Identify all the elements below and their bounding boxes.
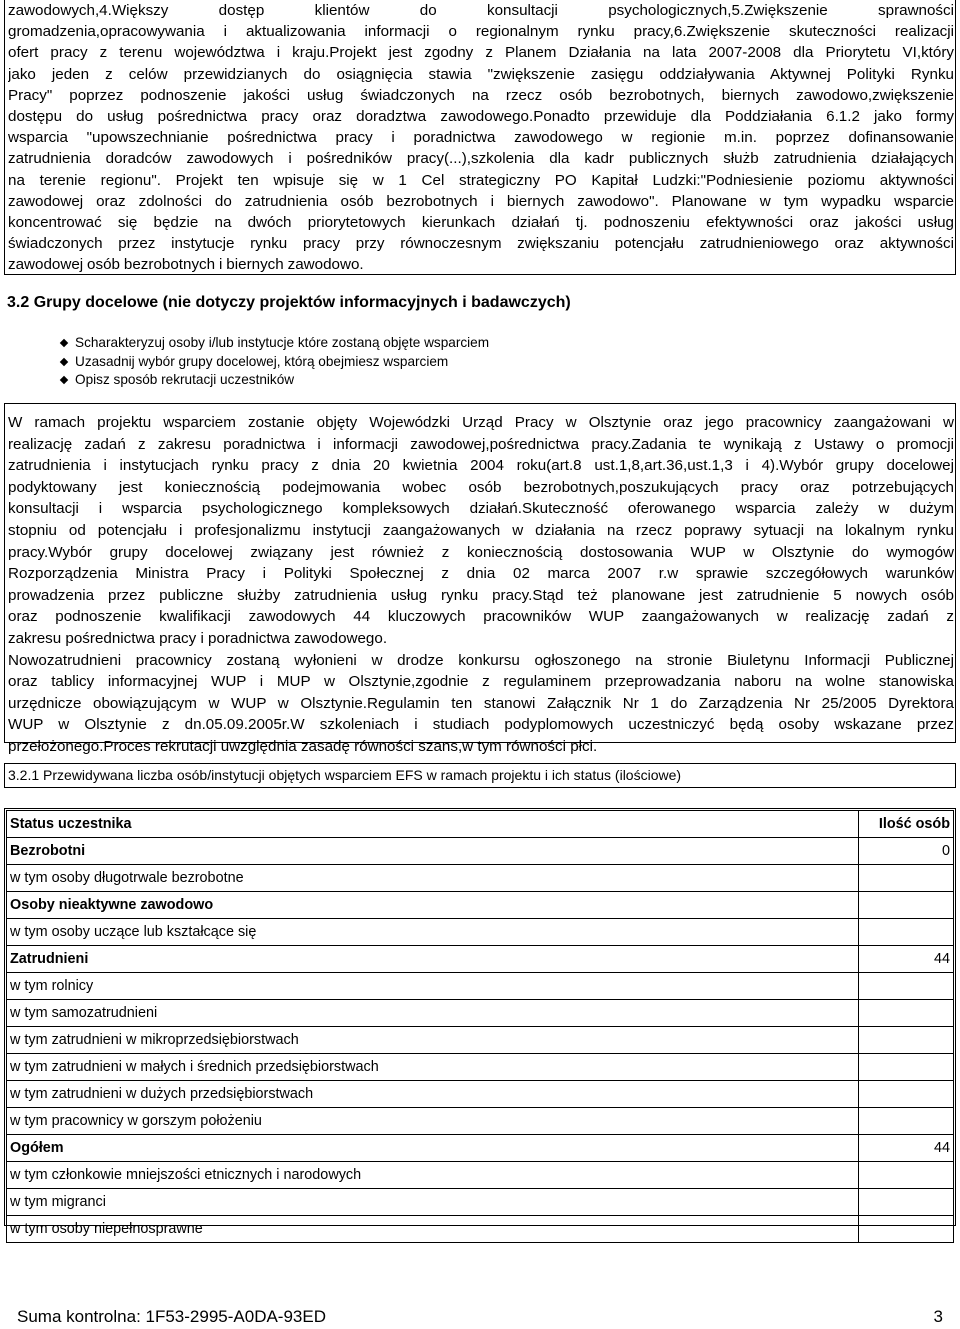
text-line: oraz podnoszenie kwalifikacji zawodowych 44 kluczowych pracowników WUP zaangażowanych w realizację zadań z — [8, 608, 954, 626]
table-row — [7, 946, 954, 973]
instruction-list — [60, 334, 489, 390]
count-cell — [859, 973, 954, 1000]
text-line: WUP w Olsztynie z dn.05.09.2005r.W szkoleniach i studiach podyplomowych uczestniczyć będą osoby wskazane przez — [8, 716, 954, 734]
diamond-bullet-icon — [60, 376, 68, 384]
table-header-row — [7, 811, 954, 838]
status-cell: w tym pracownicy w gorszym położeniu — [7, 1108, 859, 1135]
text-line: realizację zadań z zakresu poradnictwa i informacji zawodowej,pośrednictwa pracy.Zadania te wynikają z Ustawy o promocji — [8, 435, 954, 453]
diamond-bullet-icon — [60, 358, 68, 366]
table-row — [7, 973, 954, 1000]
table-row — [7, 1135, 954, 1162]
text-line: podyktowany jest koniecznością podejmowania wobec osób bezrobotnych,poszukujących pracy oraz potrzebujących — [8, 478, 954, 496]
status-cell: w tym zatrudnieni w mikroprzedsiębiorstwach — [7, 1027, 859, 1054]
status-cell: Bezrobotni — [7, 838, 859, 865]
text-line: jako jeden z celów przewidzianych do osiągnięcia stawia "zwiększenie zasięgu oddziaływania Aktywnej Polityki Rynku — [8, 65, 954, 83]
table-row — [7, 892, 954, 919]
table-row — [7, 1000, 954, 1027]
header-status: Status uczestnika — [7, 811, 859, 838]
instruction-item: Scharakteryzuj osoby i/lub instytucje które zostaną objęte wsparciem — [60, 334, 489, 353]
status-cell: w tym migranci — [7, 1189, 859, 1216]
text-line: pracy.Wybór grupy docelowej związany jest również z koniecznością dostosowania WUP w Olsztynie do wymogów — [8, 543, 954, 561]
table-row — [7, 1162, 954, 1189]
project-description-box — [4, 0, 956, 275]
text-line: konsultacji i wsparcia psychologicznego kompleksowych działań.Skuteczność oferowanego wsparcia zależy w dużym — [8, 500, 954, 518]
count-cell: 44 — [859, 946, 954, 973]
text-line: stopniu od potencjału i profesjonalizmu instytucji zaangażowanych w działania na rzecz poprawy sytuacji na lokalnym rynku — [8, 521, 954, 539]
text-line: zawodowej osób bezrobotnych i biernych zawodowo. — [8, 256, 364, 274]
header-count: Ilość osób — [859, 811, 954, 838]
text-line: W ramach projektu wsparciem zostanie objęty Wojewódzki Urząd Pracy w Olsztynie oraz jego pracownicy zaangażowani w — [8, 414, 954, 431]
text-line: Nowozatrudnieni pracownicy zostaną wyłonieni w drodze konkursu ogłoszonego na stronie Biuletynu Informacji Publicznej — [8, 651, 954, 669]
count-cell — [859, 1027, 954, 1054]
count-cell — [859, 892, 954, 919]
status-cell: w tym osoby uczące lub kształcące się — [7, 919, 859, 946]
table-row — [7, 1027, 954, 1054]
status-cell: Ogółem — [7, 1135, 859, 1162]
status-cell: w tym samozatrudnieni — [7, 1000, 859, 1027]
status-cell: w tym zatrudnieni w dużych przedsiębiorstwach — [7, 1081, 859, 1108]
count-cell — [859, 1108, 954, 1135]
text-line: Rozporządzenia Ministra Pracy i Polityki Społecznej z dnia 02 marca 2007 r.w sprawie szczegółowych warunków — [8, 565, 954, 583]
text-line: zatrudnienia doradców zawodowych i pośredników pracy(...),szkolenia dla kadr publicznych służb zatrudnienia działających — [8, 150, 954, 168]
table-row — [7, 919, 954, 946]
table-row — [7, 1216, 954, 1243]
count-cell — [859, 919, 954, 946]
count-cell — [859, 1189, 954, 1216]
status-cell: w tym członkowie mniejszości etnicznych i narodowych — [7, 1162, 859, 1189]
text-line: urzędnicze obowiązującym w WUP w Olsztynie.Regulamin ten stanowi Załącznik Nr 1 do Zarządzenia Nr 25/2005 Dyrektora — [8, 694, 954, 712]
text-line: zawodowych,4.Większy dostęp klientów do konsultacji psychologicznych,5.Zwiększenie sprawności — [8, 2, 954, 19]
page-number: 3 — [933, 1307, 943, 1326]
text-line: dostępu do usług pośrednictwa pracy oraz doradztwa zawodowego.Ponadto przewiduje dla Poddziałania 6.1.2 jako formy — [8, 107, 954, 125]
target-groups-box — [4, 403, 956, 755]
table-row — [7, 1054, 954, 1081]
diamond-bullet-icon — [60, 339, 68, 347]
status-cell: w tym zatrudnieni w małych i średnich przedsiębiorstwach — [7, 1054, 859, 1081]
table-row — [7, 1189, 954, 1216]
table-row — [7, 1081, 954, 1108]
text-line: ofert pracy z terenu województwa i kraju.Projekt jest zgodny z Planem Działania na lata 2007-2008 dla Priorytetu VI,który — [8, 44, 954, 62]
participants-table — [6, 810, 954, 1243]
table-row — [7, 1108, 954, 1135]
table-row — [7, 865, 954, 892]
text-line: oraz tablicy informacyjnej WUP i MUP w Olsztynie,zgodnie z regulaminem przeprowadzania naboru na wolne stanowiska — [8, 673, 954, 691]
table-row — [7, 838, 954, 865]
text-line: prowadzenia przez publiczne służby zatrudnienia usług rynku pracy.Stąd też planowane jest zatrudnienie 5 nowych osób — [8, 586, 954, 604]
text-line: zawodowej oraz zdolności do zatrudnienia osób bezrobotnych i biernych zawodowo". Planowane w tym wypadku wsparcie — [8, 192, 954, 210]
text-line: zatrudnienia i instytucjach rynku pracy z dnia 20 kwietnia 2004 roku(art.8 ust.1,8,art.36,ust.1,3 i 4).Wybór grupy docelowej — [8, 457, 954, 475]
count-cell — [859, 1054, 954, 1081]
target-groups-text — [8, 412, 954, 758]
text-line: świadczonych przez instytucje rynku pracy przy równoczesnym zwiększaniu potencjału zatrudnieniowego oraz aktywności — [8, 235, 954, 253]
text-line: przełożonego.Proces rekrutacji uwzględnia zasadę równości szans,w tym równości płci. — [8, 737, 598, 755]
participants-table-box — [4, 808, 956, 1237]
status-cell: w tym rolnicy — [7, 973, 859, 1000]
count-cell: 0 — [859, 838, 954, 865]
project-description-text — [8, 0, 954, 275]
section-title: Grupy docelowe (nie dotyczy projektów informacyjnych i badawczych) — [33, 294, 571, 311]
section-number: 3.2 — [7, 294, 30, 311]
page-footer — [17, 1307, 943, 1327]
status-cell: w tym osoby niepełnosprawne — [7, 1216, 859, 1243]
count-cell — [859, 1000, 954, 1027]
text-line: na terenie regionu". Projekt ten wpisuje się w 1 Cel strategiczny PO Kapitał Ludzki:"Podniesienie poziomu aktywności — [8, 171, 954, 189]
count-cell — [859, 1216, 954, 1243]
text-line: Pracy" poprzez podnoszenie jakości usług świadczonych na rzecz osób bezrobotnych, biernych zawodowo,zwiększenie — [8, 86, 954, 104]
section-heading — [7, 294, 571, 312]
text-line: zakresu pośrednictwa pracy i poradnictwa zawodowego. — [8, 629, 388, 647]
subsection-heading: 3.2.1 Przewidywana liczba osób/instytucji objętych wsparciem EFS w ramach projektu i ich status (ilościowe) — [4, 763, 956, 788]
text-line: wsparcia "upowszechnianie pośrednictwa pracy i poradnictwa zawodowego w regionie m.in. poprzez dofinansowanie — [8, 129, 954, 147]
count-cell — [859, 1162, 954, 1189]
status-cell: Zatrudnieni — [7, 946, 859, 973]
instruction-item: Opisz sposób rekrutacji uczestników — [60, 371, 489, 390]
instruction-item: Uzasadnij wybór grupy docelowej, którą obejmiesz wsparciem — [60, 353, 489, 372]
checksum: Suma kontrolna: 1F53-2995-A0DA-93ED — [17, 1307, 326, 1326]
text-line: koncentrować się będzie na dwóch priorytetowych kierunkach działań tj. podnoszeniu efektywności oraz jakości usług — [8, 213, 954, 231]
count-cell — [859, 1081, 954, 1108]
status-cell: Osoby nieaktywne zawodowo — [7, 892, 859, 919]
status-cell: w tym osoby długotrwale bezrobotne — [7, 865, 859, 892]
count-cell — [859, 865, 954, 892]
count-cell: 44 — [859, 1135, 954, 1162]
text-line: gromadzenia,opracowywania i aktualizowania informacji o regionalnym rynku pracy,6.Zwiększenie skuteczności realizacji — [8, 23, 954, 41]
